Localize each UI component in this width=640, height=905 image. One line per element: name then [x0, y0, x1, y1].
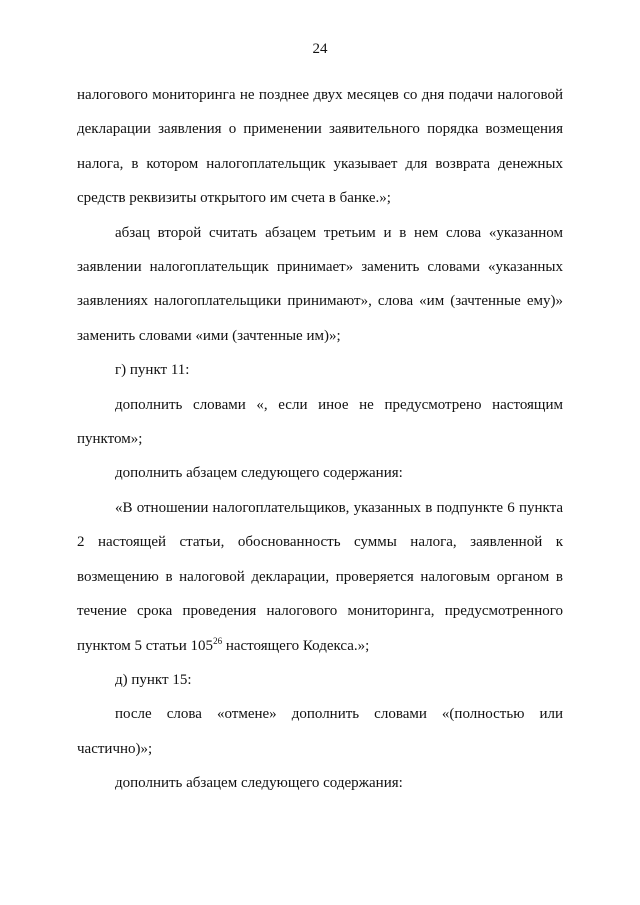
paragraph: г) пункт 11:: [115, 362, 190, 379]
document-body: [77, 78, 563, 801]
paragraph: дополнить абзацем следующего содержания:: [115, 465, 403, 482]
page-number: 24: [312, 41, 328, 57]
paragraph: дополнить абзацем следующего содержания:: [115, 775, 403, 792]
paragraph: дополнить словами «, если иное не предусмотрено настоящим пунктом»;: [77, 396, 563, 448]
paragraph: абзац второй считать абзацем третьим и в нем слова «указанном заявлении налогоплательщик принимает» заменить словами «указанных заявлениях налогоплательщики принимают», слова «им (зачтенные ему)» заменить словами «ими (зачтенные им)»;: [77, 224, 563, 344]
article-superscript: 26: [213, 635, 223, 646]
paragraph-text-before: «В отношении налогоплательщиков, указанных в подпункте 6 пункта 2 настоящей статьи, обоснованность суммы налога, заявленной к возмещению в налоговой декларации, проверяется налоговым органом в течение срока проведения налогового мониторинга, предусмотренного пунктом 5 статьи 105: [77, 499, 563, 654]
paragraph: налогового мониторинга не позднее двух месяцев со дня подачи налоговой декларации заявления о применении заявительного порядка возмещения налога, в котором налогоплательщик указывает для возврата денежных средств реквизиты открытого им счета в банке.»;: [77, 87, 563, 207]
paragraph-with-superscript: [77, 491, 563, 663]
paragraph: после слова «отмене» дополнить словами «(полностью или частично)»;: [77, 706, 563, 757]
paragraph-text-after: настоящего Кодекса.»;: [222, 637, 370, 654]
paragraph: д) пункт 15:: [115, 671, 192, 688]
